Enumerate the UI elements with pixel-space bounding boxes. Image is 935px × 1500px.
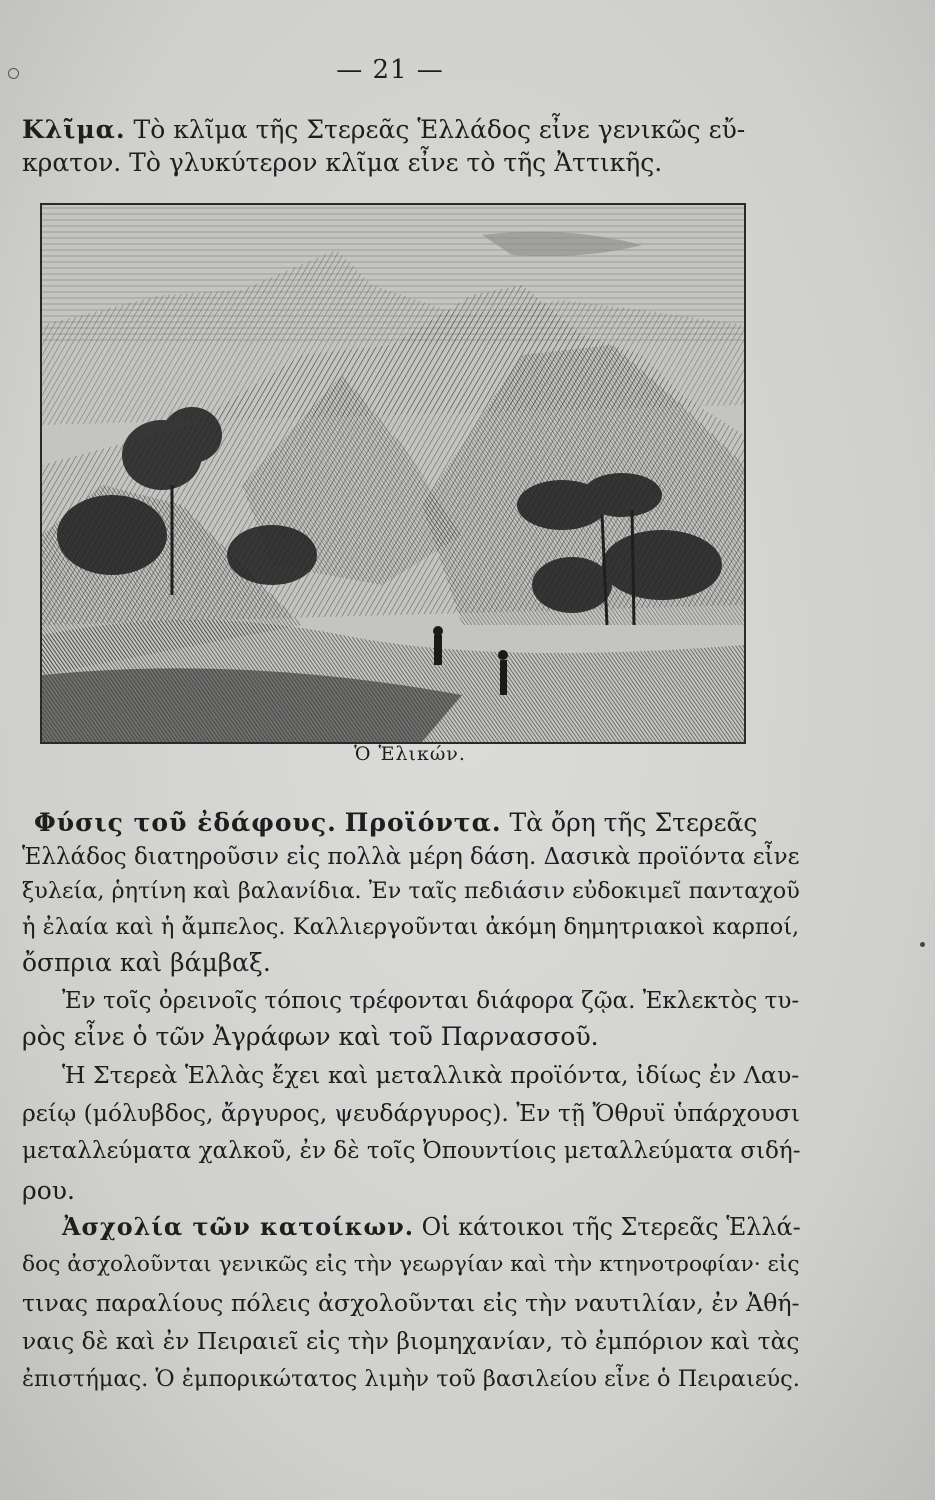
products-heading: Προϊόντα. [344,808,502,837]
mountain-landscape-illustration [42,205,744,742]
binding-hole-mark [8,68,19,79]
soil-line-4: ἡ ἐλαία καὶ ἡ ἄμπελος. Καλλιεργοῦνται ἀκόμη δημητριακοὶ καρποί, [22,914,800,940]
climate-line-2: κρατον. Τὸ γλυκύτερον κλῖμα εἶνε τὸ τῆς Ἀττικῆς. [22,148,663,177]
climate-line-1 [22,115,745,145]
metals-line-1: Ἡ Στερεὰ Ἑλλὰς ἔχει καὶ μεταλλικὰ προϊόντα, ἰδίως ἐν Λαυ- [62,1061,800,1089]
climate-text-1: Τὸ κλῖμα τῆς Στερεᾶς Ἑλλάδος εἶνε γενικῶς εὔ- [125,115,746,144]
helicon-engraving [40,203,746,744]
metals-line-3: μεταλλεύματα χαλκοῦ, ἐν δὲ τοῖς Ὀπουντίοις μεταλλεύματα σιδή- [22,1138,801,1164]
occupations-heading: Ἀσχολία τῶν κατοίκων. [62,1213,415,1241]
page-number: — 21 — [336,55,444,85]
soil-text-1: Τὰ ὄρη τῆς Στερεᾶς [501,808,758,837]
soil-heading: Φύσις τοῦ ἐδάφους. [34,808,337,837]
soil-line-5: ὄσπρια καὶ βάμβαξ. [22,948,271,977]
animals-line-1: Ἐν τοῖς ὀρεινοῖς τόποις τρέφονται διάφορα ζῷα. Ἐκλεκτὸς τυ- [62,988,800,1014]
occupations-line-3: τινας παραλίους πόλεις ἀσχολοῦνται εἰς τὴν ναυτιλίαν, ἐν Ἀθή- [22,1289,800,1317]
ink-spot [920,942,925,947]
soil-line-3: ξυλεία, ῥητίνη καὶ βαλανίδια. Ἐν ταῖς πεδιάσιν εὐδοκιμεῖ πανταχοῦ [22,878,800,904]
occupations-line-4: ναις δὲ καὶ ἐν Πειραιεῖ εἰς τὴν βιομηχανίαν, τὸ ἐμπόριον καὶ τὰς [22,1327,800,1355]
occupations-line-5: ἐπιστήμας. Ὁ ἐμπορικώτατος λιμὴν τοῦ βασιλείου εἶνε ὁ Πειραιεύς. [22,1366,800,1392]
occupations-line-2: δος ἀσχολοῦνται γενικῶς εἰς τὴν γεωργίαν καὶ τὴν κτηνοτροφίαν· εἰς [22,1252,800,1277]
soil-line-1 [34,808,757,838]
figure-caption: Ὁ Ἑλικών. [354,743,466,765]
metals-line-2: ρείῳ (μόλυβδος, ἄργυρος, ψευδάργυρος). Ἐν τῇ Ὄθρυϊ ὑπάρχουσι [22,1099,801,1127]
climate-heading: Κλῖμα. [22,115,126,144]
metals-line-4: ρου. [22,1176,75,1205]
occupations-line-1 [62,1212,801,1242]
soil-line-2: Ἑλλάδος διατηροῦσιν εἰς πολλὰ μέρη δάση. Δασικὰ προϊόντα εἶνε [22,844,800,870]
occupations-text-1: Οἱ κάτοικοι τῆς Στερεᾶς Ἑλλά- [414,1213,801,1241]
animals-line-2: ρὸς εἶνε ὁ τῶν Ἀγράφων καὶ τοῦ Παρνασσοῦ. [22,1022,599,1051]
